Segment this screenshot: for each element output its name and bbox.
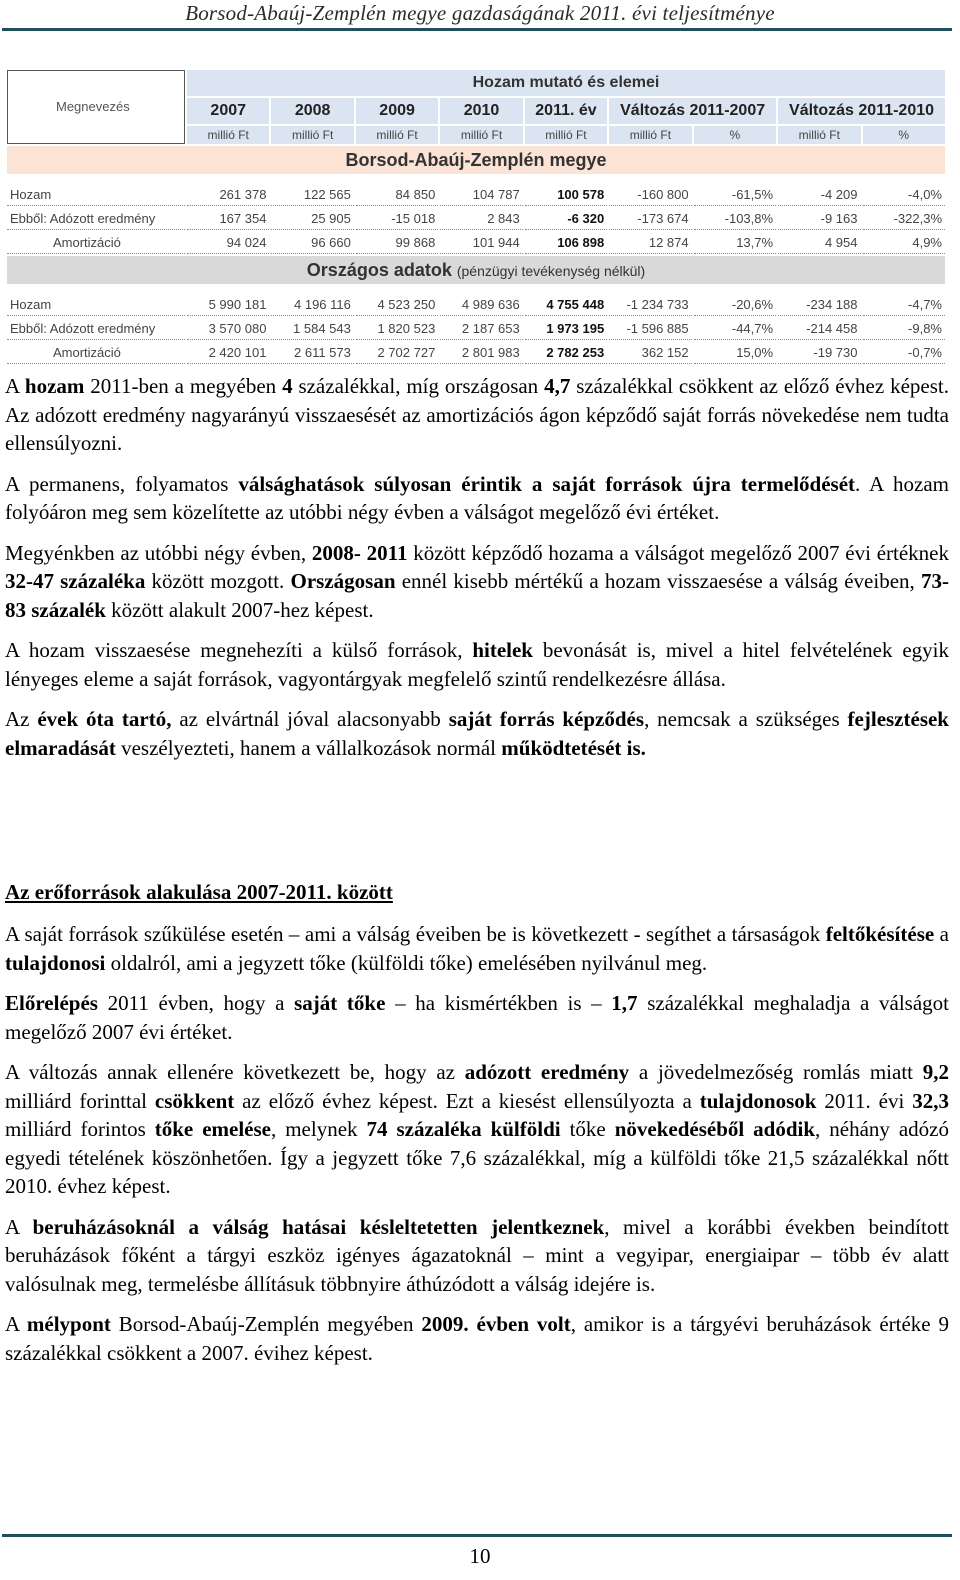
paragraph <box>5 920 949 977</box>
row-label: Amortizáció <box>7 342 185 364</box>
text-run: , amikor is a tárgyévi beruházások értéke 9 százalékkal csökkent a 2007. évihez képest. <box>5 1312 949 1365</box>
row-label: Ebből: Adózott eredmény <box>7 318 185 340</box>
table-cell: -20,6% <box>694 294 776 316</box>
bold-text: 73-83 százalék <box>5 569 949 622</box>
paragraph <box>5 1213 949 1299</box>
bold-text: saját tőke <box>294 991 386 1015</box>
text-run: az elvártnál jóval alacsonyabb <box>171 707 449 731</box>
column-unit: millió Ft <box>187 126 269 144</box>
bold-text: hozam <box>24 374 85 398</box>
hozam-table <box>5 68 947 360</box>
table-row <box>7 318 945 340</box>
bold-text: 9,2 <box>922 1060 949 1084</box>
table-cell: -15 018 <box>356 208 438 230</box>
text-run: 2011 évben, hogy a <box>97 991 295 1015</box>
page-number: 10 <box>469 1544 491 1568</box>
text-run: 2011-ben a megyében <box>84 374 283 398</box>
bold-text: hitelek <box>472 638 533 662</box>
body-text-top <box>5 372 949 762</box>
column-unit: millió Ft <box>778 126 860 144</box>
page-header-title: Borsod-Abaúj-Zemplén megye gazdaságának 2011. évi teljesítménye <box>185 1 775 25</box>
bold-text: 32-47 százaléka <box>5 569 146 593</box>
row-label: Amortizáció <box>7 232 185 254</box>
column-header: 2010 <box>440 98 522 124</box>
table-cell: 4 755 448 <box>525 294 607 316</box>
text-run: A hozam visszaesése megnehezíti a külső források, <box>5 638 473 662</box>
bold-text: 74 százaléka külföldi <box>366 1117 561 1141</box>
table-cell: -234 188 <box>778 294 860 316</box>
bold-text: tőke emelése <box>154 1117 271 1141</box>
paragraph <box>5 1310 949 1367</box>
table-cell: 362 152 <box>609 342 691 364</box>
column-unit: % <box>863 126 946 144</box>
bold-text: tulajdonosi <box>5 950 106 975</box>
national-title: Országos adatok <box>306 259 452 280</box>
column-header: 2007 <box>187 98 269 124</box>
text-run: , mivel a korábbi években beindított beruházások főként a tárgyi eszköz igényes ágazatoknál – mint a vegyipar, energiaipar – több év alatt valósulnak meg, termelésbe állításuk többnyire áthúzódott a válság idejére is. <box>5 1214 949 1296</box>
table-row <box>7 208 945 230</box>
text-run: tőke <box>560 1117 615 1141</box>
table-cell: 101 944 <box>440 232 522 254</box>
table-row <box>7 342 945 364</box>
table-cell: -103,8% <box>694 208 776 230</box>
table-cell: 13,7% <box>694 232 776 254</box>
national-subtitle: (pénzügyi tevékenység nélkül) <box>456 262 646 279</box>
text-run: milliárd forinttal <box>5 1088 155 1113</box>
table-cell: 84 850 <box>356 184 438 206</box>
column-header: Változás 2011-2010 <box>778 98 945 124</box>
section-heading: Az erőforrások alakulása 2007-2011. között <box>5 880 393 904</box>
table-cell: 1 584 543 <box>271 318 353 340</box>
text-run: oldalról, ami a jegyzett tőke (külföldi tőke) emelésében nyilvánul meg. <box>105 950 708 975</box>
text-run: , nemcsak a szükséges <box>644 707 848 731</box>
column-unit: millió Ft <box>440 126 522 144</box>
text-run: A <box>5 1312 27 1336</box>
column-header: Változás 2011-2007 <box>609 98 776 124</box>
body-text-bottom <box>5 920 949 1367</box>
table-cell: -322,3% <box>863 208 946 230</box>
paragraph <box>5 539 949 625</box>
paragraph <box>5 989 949 1046</box>
table-cell: -214 458 <box>778 318 860 340</box>
text-run: az előző évhez képest. Ezt a kiesést ellensúlyozta a <box>234 1088 700 1113</box>
column-unit: millió Ft <box>271 126 353 144</box>
column-unit: millió Ft <box>525 126 607 144</box>
table-cell: 4,9% <box>863 232 946 254</box>
table-cell: 4 989 636 <box>440 294 522 316</box>
text-run: között képződő hozama a válságot megelőző 2007 évi értéknek <box>407 540 949 565</box>
bold-text: működtetését is. <box>501 735 646 760</box>
region-section-title: Borsod-Abaúj-Zemplén megye <box>7 146 945 174</box>
table-cell: 2 702 727 <box>356 342 438 364</box>
table-cell: 106 898 <box>525 232 607 254</box>
bold-text: 2008- 2011 <box>311 540 408 565</box>
table-cell: -9,8% <box>863 318 946 340</box>
bold-text: 4,7 <box>544 374 571 398</box>
table-cell: -160 800 <box>609 184 691 206</box>
text-run: Borsod-Abaúj-Zemplén megyében <box>110 1312 422 1336</box>
row-label: Hozam <box>7 294 185 316</box>
text-run: milliárd forintos <box>5 1117 155 1141</box>
table-cell: 4 954 <box>778 232 860 254</box>
text-run: Megyénkben az utóbbi négy évben, <box>5 540 312 565</box>
bold-text: 1,7 <box>611 991 638 1015</box>
table-cell: 122 565 <box>271 184 353 206</box>
text-run: között alakult 2007-hez képest. <box>105 597 374 622</box>
text-run: . A hozam folyóáron meg sem közelítette az utóbbi négy évben a válságot megelőző évi értéket. <box>5 471 949 524</box>
column-header: 2008 <box>271 98 353 124</box>
table-cell: -19 730 <box>778 342 860 364</box>
table-cell: -4,0% <box>863 184 946 206</box>
text-run: veszélyezteti, hanem a vállalkozások normál <box>115 735 502 760</box>
table-cell: -173 674 <box>609 208 691 230</box>
text-run: , néhány adózó egyedi tételének köszönhetően. Így a jegyzett tőke 7,6 százalékkal, míg a külföldi tőke 21,5 százalékkal nőtt 2010. évhez képest. <box>5 1117 950 1198</box>
text-run: A permanens, folyamatos <box>5 471 239 496</box>
text-run: a jövedelmezőség romlás miatt <box>629 1060 923 1084</box>
column-unit: millió Ft <box>609 126 691 144</box>
table-title: Hozam mutató és elemei <box>187 70 945 96</box>
table-cell: -9 163 <box>778 208 860 230</box>
bold-text: 4 <box>282 374 293 398</box>
paragraph <box>5 1058 949 1201</box>
text-run: százalékkal csökkent az előző évhez képest. Az adózott eredmény nagyarányú visszaesését az amortizációs ágon képződő saját forrás növekedése nem tudta ellensúlyozni. <box>5 374 949 455</box>
bold-text: növekedéséből adódik <box>614 1117 816 1141</box>
text-run: A <box>5 1214 33 1239</box>
paragraph <box>5 470 949 527</box>
bold-text: Országosan <box>290 569 396 593</box>
bold-text: tulajdonosok <box>699 1088 817 1113</box>
text-run: Az <box>5 707 38 731</box>
table-cell: 12 874 <box>609 232 691 254</box>
table-row <box>7 184 945 206</box>
bold-text: beruházásoknál a válság hatásai késleltetetten jelentkeznek <box>32 1214 605 1239</box>
text-run: A <box>5 374 25 398</box>
table-row <box>7 294 945 316</box>
header-rule <box>2 28 952 31</box>
table-cell: 2 782 253 <box>525 342 607 364</box>
table-cell: 104 787 <box>440 184 522 206</box>
footer-rule <box>2 1534 952 1537</box>
table-cell: 4 196 116 <box>271 294 353 316</box>
table-cell: 25 905 <box>271 208 353 230</box>
column-unit: millió Ft <box>356 126 438 144</box>
table-cell: 1 820 523 <box>356 318 438 340</box>
text-run: bevonását is, mivel a hitel felvételének egyik lényeges eleme a saját források, vagyontárgyak megfelelő szintű rendelkezésre állása. <box>5 638 949 691</box>
paragraph <box>5 705 949 762</box>
table-name-header: Megnevezés <box>7 70 185 144</box>
bold-text: 32,3 <box>912 1088 949 1113</box>
text-run: a <box>934 922 949 946</box>
table-cell: 100 578 <box>525 184 607 206</box>
text-run: – ha kismértékben is – <box>385 991 612 1015</box>
table-cell: 3 570 080 <box>187 318 269 340</box>
table-cell: 96 660 <box>271 232 353 254</box>
table-cell: -4,7% <box>863 294 946 316</box>
paragraph <box>5 636 949 693</box>
table-cell: 2 801 983 <box>440 342 522 364</box>
table-cell: 5 990 181 <box>187 294 269 316</box>
bold-text: saját forrás képződés <box>448 707 645 731</box>
text-run: ennél kisebb mértékű a hozam visszaesése a válság éveiben, <box>395 569 921 593</box>
table-cell: 94 024 <box>187 232 269 254</box>
text-run: százalékkal, míg országosan <box>292 374 545 398</box>
table-cell: -1 596 885 <box>609 318 691 340</box>
table-cell: 2 187 653 <box>440 318 522 340</box>
table-cell: 167 354 <box>187 208 269 230</box>
national-section-title <box>7 256 945 284</box>
row-label: Hozam <box>7 184 185 206</box>
table-cell: -6 320 <box>525 208 607 230</box>
table-cell: -61,5% <box>694 184 776 206</box>
column-unit: % <box>694 126 776 144</box>
table-cell: -44,7% <box>694 318 776 340</box>
table-cell: 1 973 195 <box>525 318 607 340</box>
bold-text: évek óta tartó, <box>37 707 172 731</box>
text-run: 2011. évi <box>816 1088 913 1113</box>
text-run: A saját források szűkülése esetén – ami a válság éveiben be is következett - segíthet a társaságok <box>5 922 826 946</box>
table-cell: 2 420 101 <box>187 342 269 364</box>
bold-text: válsághatások súlyosan érintik a saját források újra termelődését <box>238 471 856 496</box>
paragraph <box>5 372 949 458</box>
text-run: százalékkal meghaladja a válságot megelőző 2007 évi értéket. <box>5 991 950 1044</box>
table-cell: 2 843 <box>440 208 522 230</box>
table-cell: 99 868 <box>356 232 438 254</box>
text-run: A változás annak ellenére következett be, hogy az <box>5 1060 465 1084</box>
bold-text: 2009. évben volt <box>421 1312 571 1336</box>
table-cell: 4 523 250 <box>356 294 438 316</box>
column-header: 2009 <box>356 98 438 124</box>
bold-text: Előrelépés <box>5 991 98 1015</box>
table-cell: -4 209 <box>778 184 860 206</box>
table-cell: 261 378 <box>187 184 269 206</box>
table-cell: -1 234 733 <box>609 294 691 316</box>
bold-text: adózott eredmény <box>464 1060 630 1084</box>
column-header: 2011. év <box>525 98 607 124</box>
bold-text: csökkent <box>154 1088 235 1113</box>
row-label: Ebből: Adózott eredmény <box>7 208 185 230</box>
table-cell: 2 611 573 <box>271 342 353 364</box>
table-cell: 15,0% <box>694 342 776 364</box>
bold-text: feltőkésítése <box>825 922 935 946</box>
bold-text: fejlesztések elmaradását <box>5 707 949 760</box>
bold-text: mélypont <box>26 1312 111 1336</box>
table-row <box>7 232 945 254</box>
text-run: között mozgott. <box>145 569 291 593</box>
text-run: , melynek <box>271 1117 367 1141</box>
table-cell: -0,7% <box>863 342 946 364</box>
